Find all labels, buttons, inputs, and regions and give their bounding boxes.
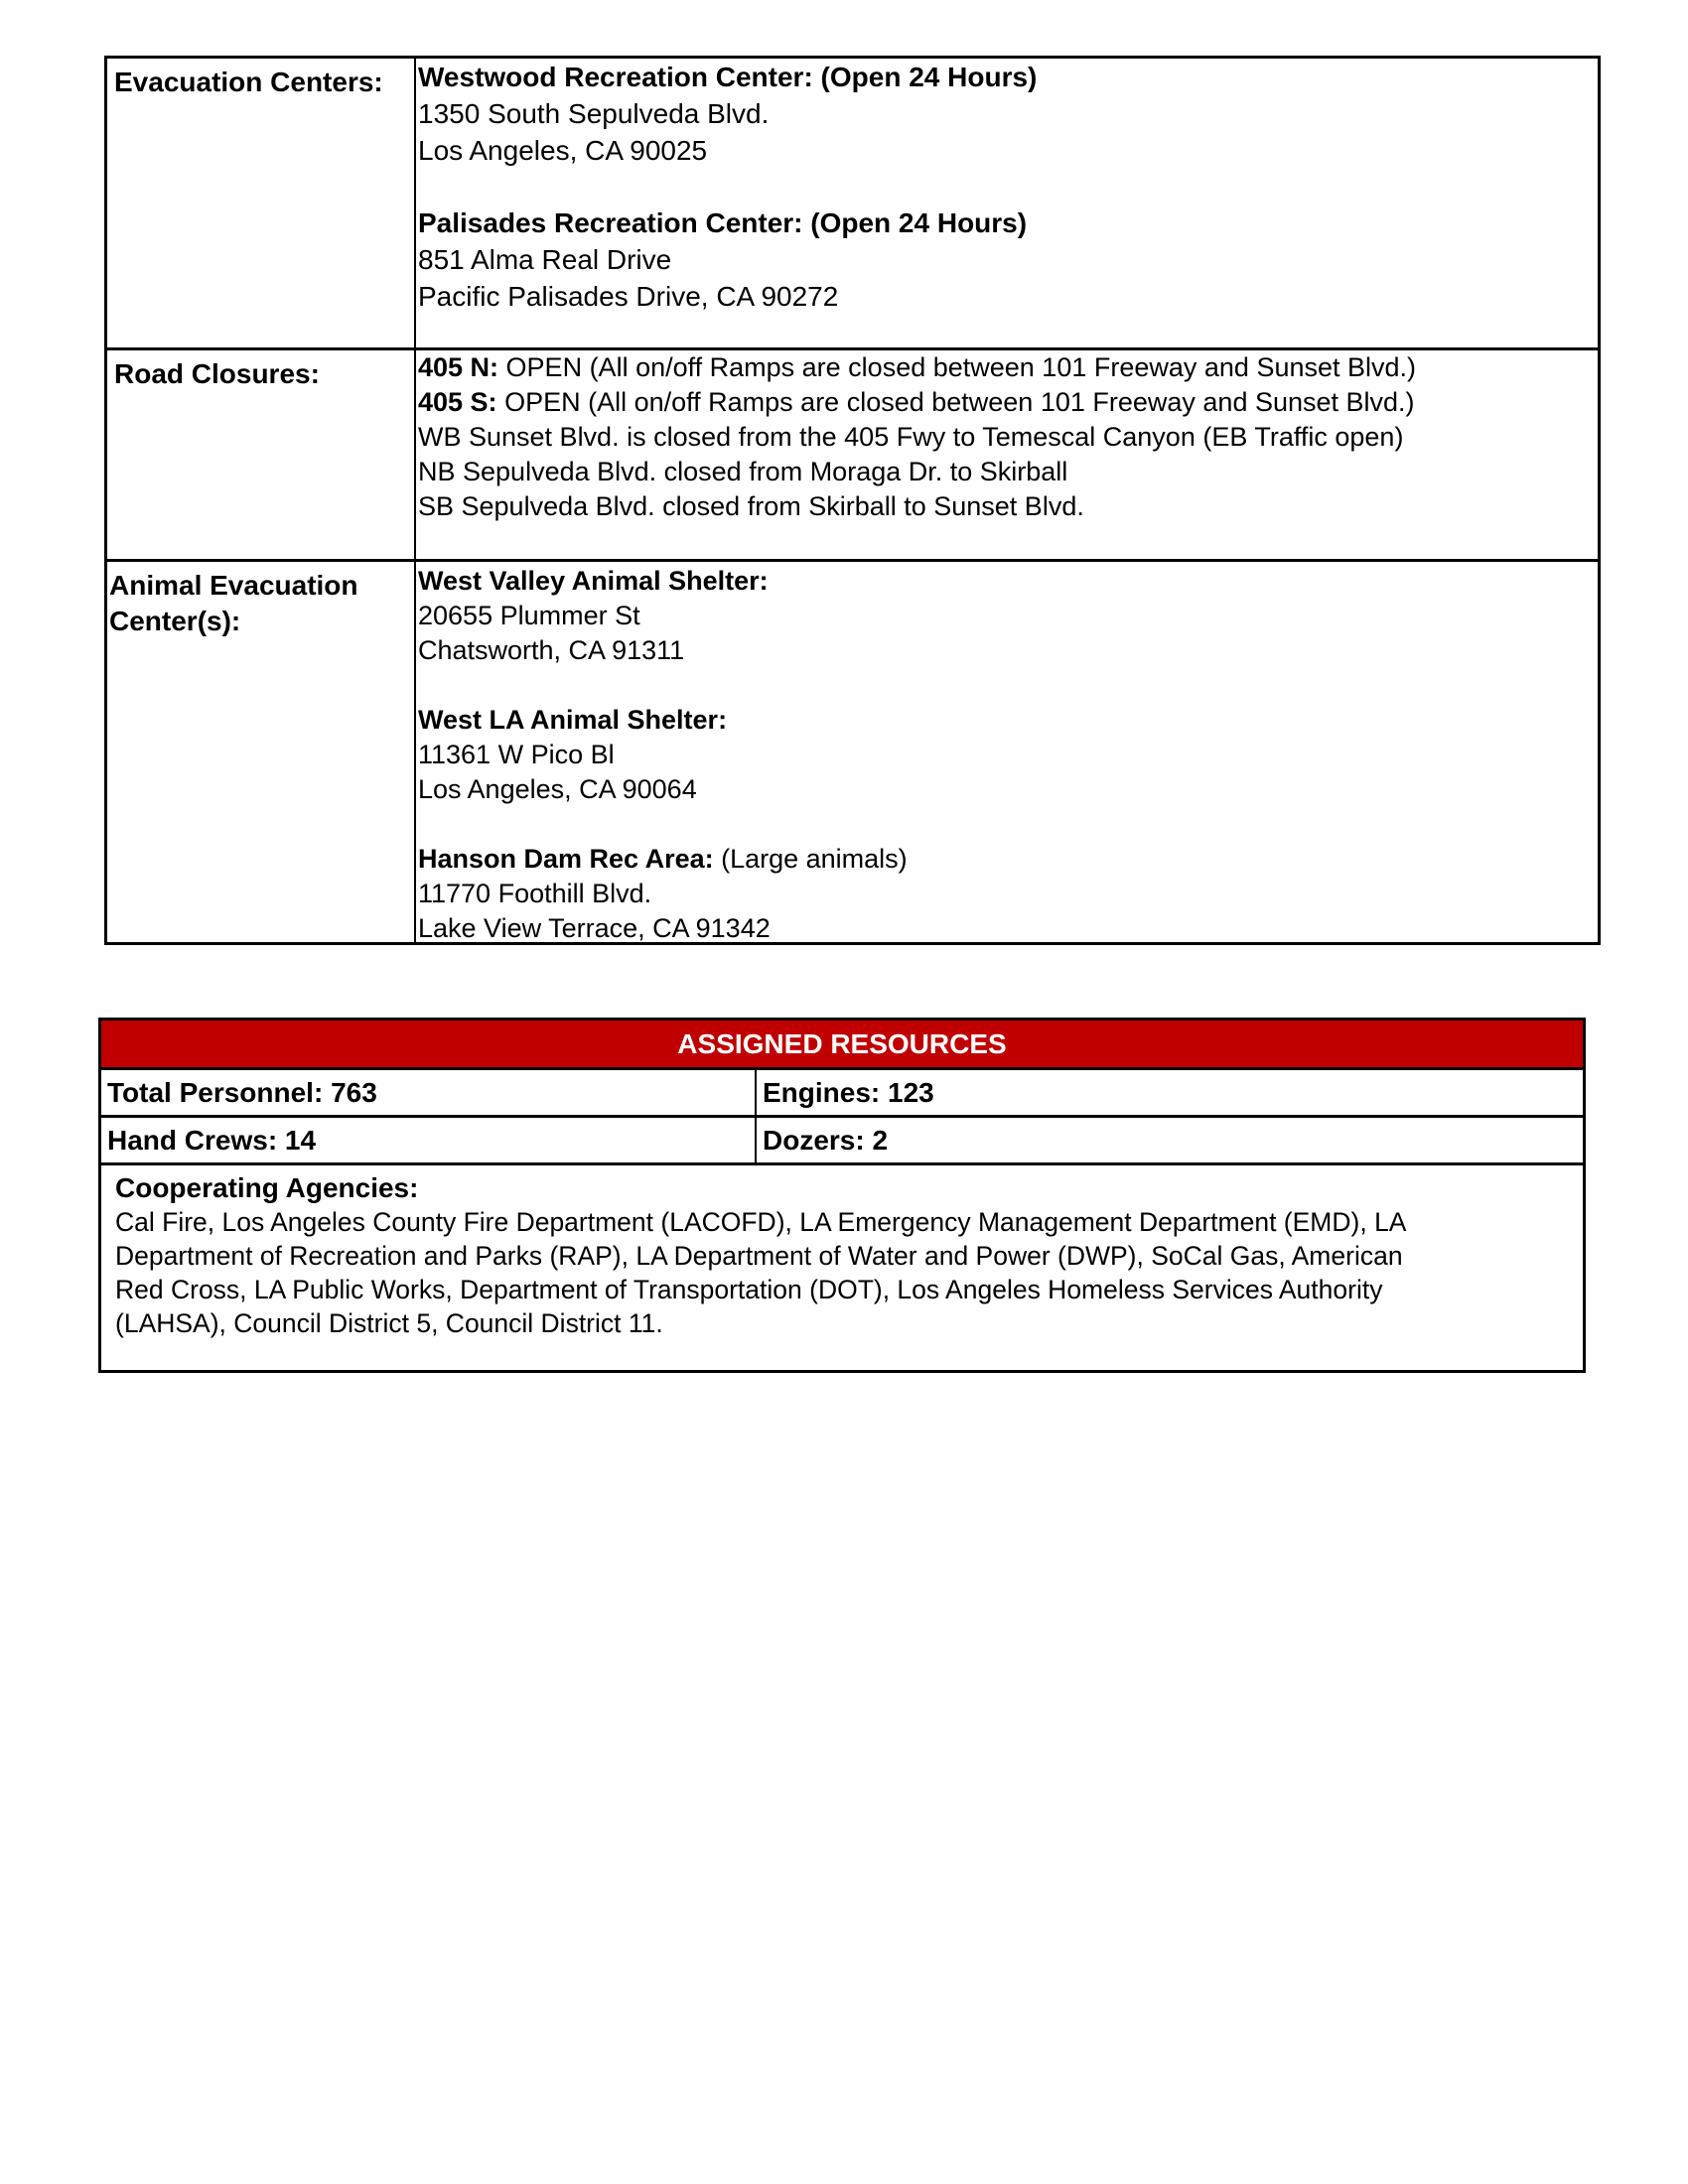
assigned-resources-table (98, 1018, 1586, 1373)
resources-row (101, 1070, 1583, 1118)
shelter-address: 20655 Plummer St (418, 601, 640, 630)
road-closure-route: 405 N: (418, 352, 499, 382)
animal-evacuation-content (418, 562, 1598, 946)
road-closure-status: OPEN (All on/off Ramps are closed between 101 Freeway and Sunset Blvd.) (496, 387, 1415, 417)
animal-evacuation-row (107, 562, 1598, 945)
road-closure-route: 405 S: (418, 387, 497, 417)
cooperating-agencies-title: Cooperating Agencies: (115, 1172, 419, 1203)
cooperating-agencies-line: Department of Recreation and Parks (RAP), LA Department of Water and Power (DWP), SoCal Gas, American (115, 1241, 1403, 1271)
evacuation-centers-content (418, 59, 1598, 315)
evacuation-centers-label: Evacuation Centers: (107, 59, 416, 347)
shelter-note: (Large animals) (713, 844, 908, 874)
road-closures-label: Road Closures: (107, 350, 416, 559)
road-closure-line (418, 385, 1598, 420)
road-closure-line (418, 350, 1598, 385)
dozers: Dozers: 2 (763, 1125, 889, 1156)
total-personnel: Total Personnel: 763 (101, 1070, 757, 1115)
evacuation-centers-row (107, 59, 1598, 350)
cooperating-agencies-line: Red Cross, LA Public Works, Department of Transportation (DOT), Los Angeles Homeless Services Authority (115, 1275, 1383, 1304)
cooperating-agencies (101, 1165, 1583, 1340)
road-closure-line: WB Sunset Blvd. is closed from the 405 Fwy to Temescal Canyon (EB Traffic open) (418, 422, 1404, 452)
shelter-city: Chatsworth, CA 91311 (418, 635, 685, 665)
shelter-city: Los Angeles, CA 90064 (418, 774, 697, 804)
shelter-heading (418, 842, 1598, 877)
cooperating-agencies-line: (LAHSA), Council District 5, Council District 11. (115, 1308, 663, 1338)
evac-center-city: Pacific Palisades Drive, CA 90272 (418, 281, 839, 312)
incident-info-table (104, 56, 1601, 945)
animal-evacuation-label-line2: Center(s): (109, 606, 241, 636)
evac-center-address: 1350 South Sepulveda Blvd. (418, 98, 770, 129)
evac-center-address: 851 Alma Real Drive (418, 244, 672, 275)
shelter-name: West Valley Animal Shelter: (418, 566, 769, 596)
hand-crews: Hand Crews: 14 (101, 1118, 757, 1162)
road-closure-status: OPEN (All on/off Ramps are closed between 101 Freeway and Sunset Blvd.) (498, 352, 1417, 382)
animal-evacuation-label-line1: Animal Evacuation (109, 570, 358, 601)
road-closure-line: NB Sepulveda Blvd. closed from Moraga Dr. to Skirball (418, 457, 1068, 486)
shelter-city: Lake View Terrace, CA 91342 (418, 913, 771, 943)
cooperating-agencies-list (115, 1205, 1571, 1340)
evac-center-name: Westwood Recreation Center: (Open 24 Hours) (418, 62, 1038, 92)
animal-evacuation-label (107, 562, 416, 945)
resources-row (101, 1118, 1583, 1165)
evac-center-city: Los Angeles, CA 90025 (418, 135, 708, 166)
engines: Engines: 123 (763, 1077, 934, 1108)
cooperating-agencies-line: Cal Fire, Los Angeles County Fire Department (LACOFD), LA Emergency Management Department (EMD), LA (115, 1207, 1407, 1237)
shelter-name: Hanson Dam Rec Area: (418, 844, 714, 874)
assigned-resources-header: ASSIGNED RESOURCES (101, 1021, 1583, 1070)
road-closures-content (418, 350, 1598, 524)
shelter-address: 11361 W Pico Bl (418, 740, 615, 769)
road-closures-row (107, 350, 1598, 562)
road-closure-line: SB Sepulveda Blvd. closed from Skirball to Sunset Blvd. (418, 491, 1084, 521)
shelter-address: 11770 Foothill Blvd. (418, 879, 652, 908)
shelter-name: West LA Animal Shelter: (418, 705, 728, 735)
evac-center-name: Palisades Recreation Center: (Open 24 Hours) (418, 207, 1028, 238)
